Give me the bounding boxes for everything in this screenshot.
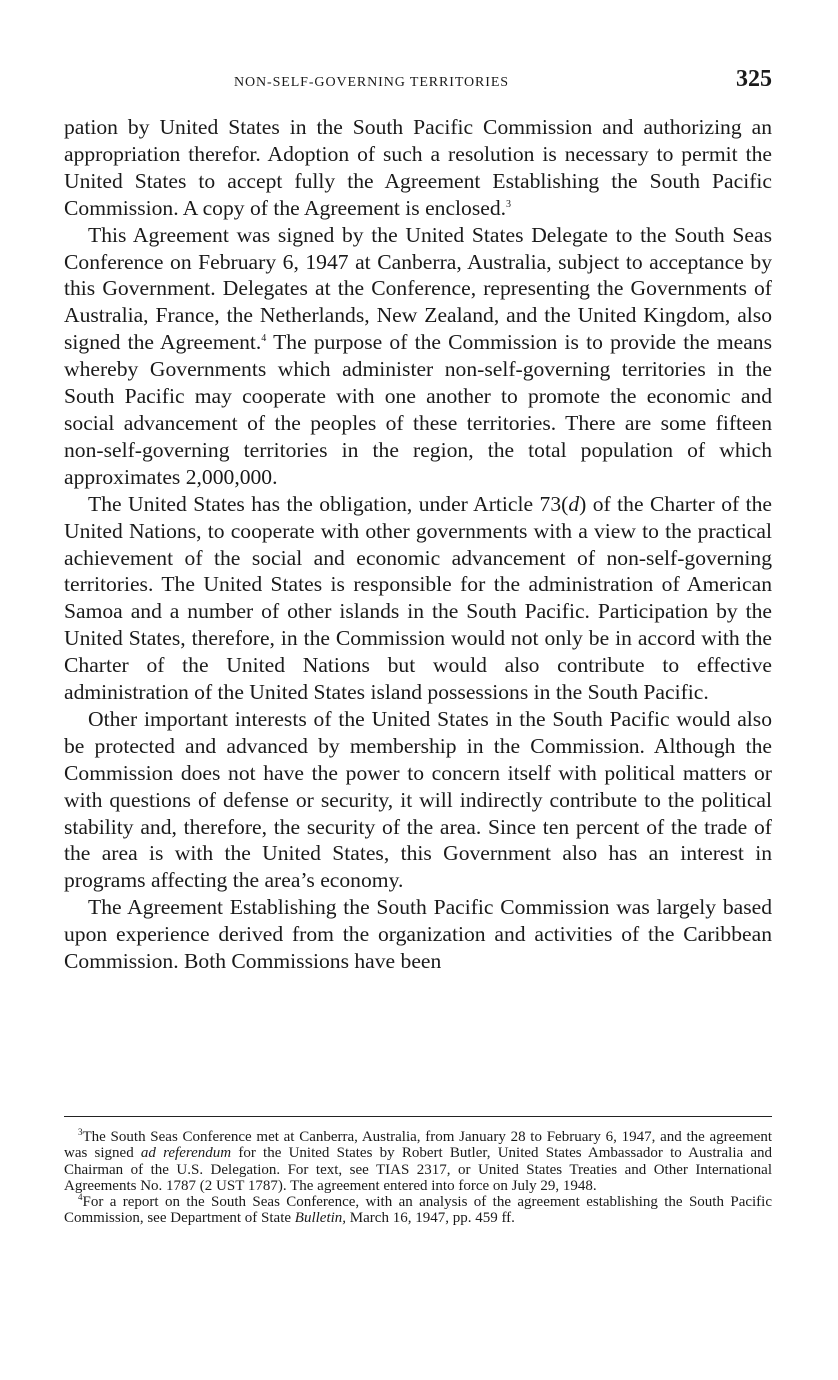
body-text (64, 114, 772, 975)
paragraph-4 (64, 706, 772, 894)
running-title: NON-SELF-GOVERNING TERRITORIES (234, 75, 509, 90)
paragraph-3 (64, 491, 772, 706)
footnote-4-italic: Bulletin, (294, 1210, 347, 1227)
page-number: 325 (736, 66, 772, 92)
article-letter: d (568, 491, 580, 516)
paragraph-2-text-b: The purpose of the Commission is to provide the means whereby Governments which administer non-self-governing territories in the South Pacific may cooperate with one another to promote the economic and social advancement of the peoples of these territories. There are some fifteen non-self-governing territories in the region, the total population of which approximates 2,000,000. (64, 330, 772, 489)
footnote-3-marker: 3 (78, 1127, 83, 1137)
running-head (64, 66, 772, 100)
paragraph-4-text: Other important interests of the United States in the South Pacific would also be protected and advanced by membership in the Commission. Although the Commission does not have the power to concern itself with political matters or with questions of defense or security, it will indirectly contribute to the political stability and, therefore, the security of the area. Since ten percent of the trade of the area is with the United States, this Government also has an interest in programs affecting the area’s economy. (64, 706, 772, 893)
footnote-3-text-b: for the United States by Robert Butler, United States Ambassador to Australia and Chairman of the U.S. Delegation. For text, see TIAS 2317, or United States Treaties and Other International Agreements No. 1787 (2 UST 1787). The agreement entered into force on July 29, 1948. (64, 1145, 773, 1194)
footnote-3-italic: ad referendum (140, 1145, 232, 1162)
paragraph-1 (64, 114, 772, 222)
paragraph-2 (64, 222, 772, 491)
footnote-3-text-a: The South Seas Conference met at Canberra, Australia, from January 28 to February 6, 1947, and the agreement was signed (64, 1129, 772, 1162)
paragraph-3-text-a: The United States has the obligation, under Article 73( (88, 491, 569, 516)
footnote-3 (64, 1129, 772, 1194)
paragraph-3-text-b: ) of the Charter of the United Nations, to cooperate with other governments with a view to the practical achievement of the social and economic advancement of non-self-governing territories. The United States is responsible for the administration of American Samoa and a number of other islands in the South Pacific. Participation by the United States, therefore, in the Commission would not only be in accord with the Charter of the United Nations but would also contribute to effective administration of the United States island possessions in the South Pacific. (64, 491, 773, 705)
footnote-4 (64, 1194, 772, 1227)
footnote-ref-4: 4 (261, 333, 267, 345)
footnotes (64, 1129, 772, 1227)
footnote-rule (64, 1116, 772, 1117)
footnote-4-text-b: March 16, 1947, pp. 459 ff. (346, 1210, 515, 1227)
footnote-4-text-a: For a report on the South Seas Conference, with an analysis of the agreement establishing the South Pacific Commission, see Department of State (64, 1194, 772, 1227)
paragraph-5 (64, 894, 772, 975)
paragraph-1-text: pation by United States in the South Pacific Commission and authorizing an appropriation therefor. Adoption of such a resolution is necessary to permit the United States to accept fully the Agreement Establishing the South Pacific Commission. A copy of the Agreement is enclosed. (64, 115, 772, 220)
paragraph-2-text-a: This Agreement was signed by the United States Delegate to the South Seas Conference on February 6, 1947 at Canberra, Australia, subject to acceptance by this Government. Delegates at the Conference, representing the Governments of Australia, France, the Netherlands, New Zealand, and the United Kingdom, also signed the Agreement. (64, 222, 772, 355)
footnote-4-marker: 4 (78, 1192, 83, 1203)
paragraph-5-text: The Agreement Establishing the South Pacific Commission was largely based upon experience derived from the organization and activities of the Caribbean Commission. Both Commissions have been (64, 895, 772, 974)
footnote-ref-3: 3 (506, 198, 512, 210)
